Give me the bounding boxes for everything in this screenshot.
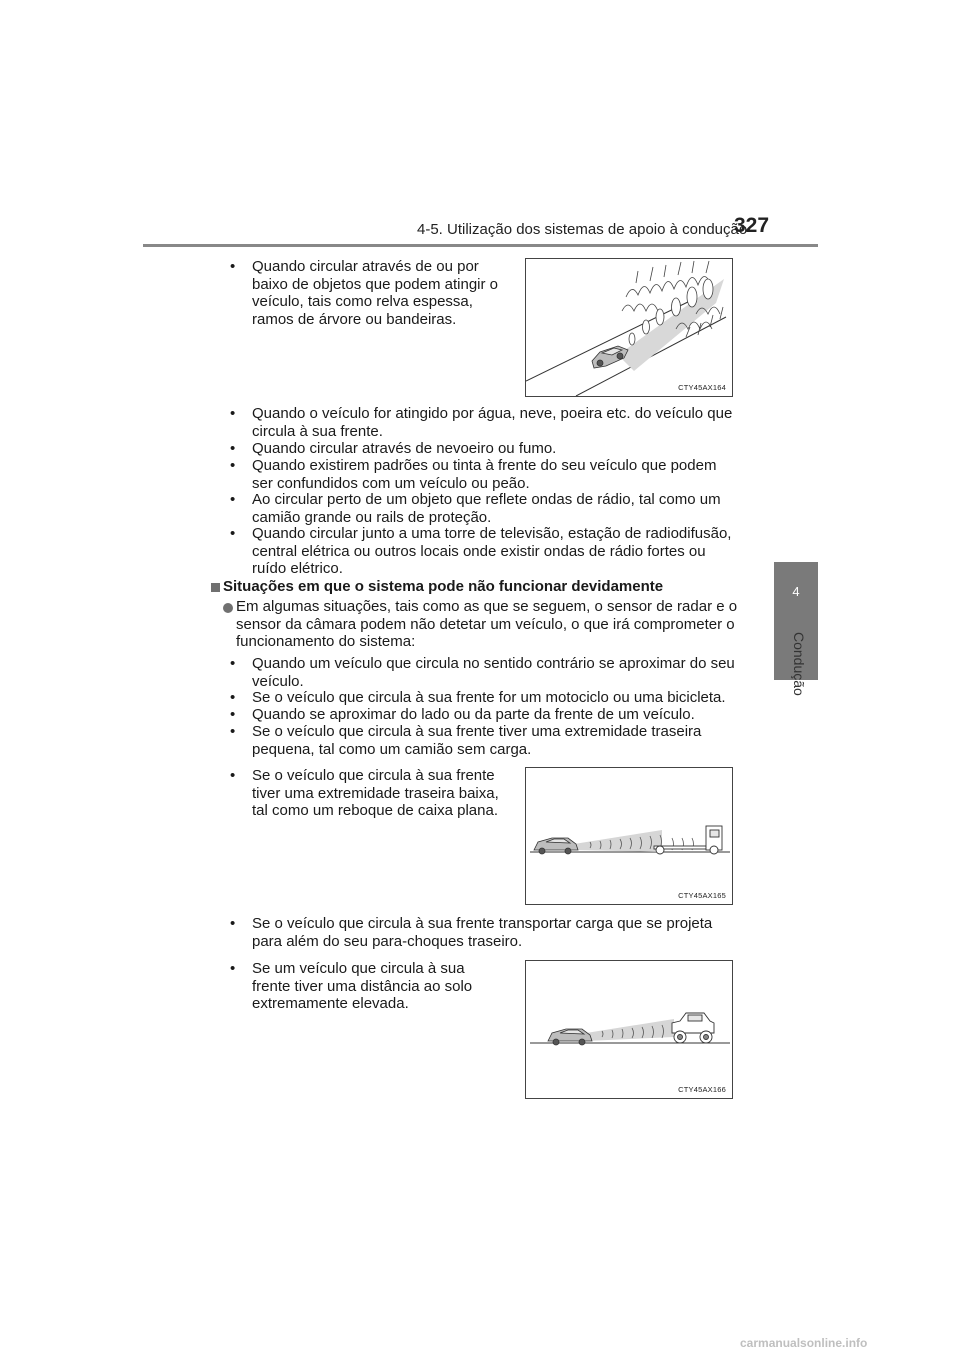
text-line: Quando um veículo que circula no sentido contrário se aproximar do seu [252, 655, 735, 672]
list-item [252, 915, 744, 950]
text-line: tiver uma extremidade traseira baixa, [252, 784, 499, 802]
watermark: carmanualsonline.info [740, 1336, 868, 1350]
text-line: extremamente elevada. [252, 995, 409, 1012]
bullet-marker: • [230, 440, 236, 457]
text-line: Se o veículo que circula à sua frente tiver uma extremidade traseira [252, 723, 702, 740]
list-item [252, 767, 505, 820]
list-item [252, 440, 744, 458]
text-line: camião grande ou rails de proteção. [252, 508, 492, 526]
text-line: Se o veículo que circula à sua frente transportar carga que se projeta [252, 915, 713, 932]
intro-paragraph [236, 598, 744, 651]
list-item [252, 723, 744, 758]
text-line: para além do seu para-choques traseiro. [252, 932, 523, 950]
bullet-marker: • [230, 405, 236, 422]
text-line: veículo. [252, 672, 304, 690]
text-line: central elétrica ou outros locais onde existir ondas de rádio fortes ou [252, 542, 706, 560]
vegetation-illustration [526, 259, 732, 396]
list-item [252, 491, 744, 526]
bullet-marker: • [230, 457, 236, 474]
text-line: Quando circular através de nevoeiro ou fumo. [252, 440, 557, 457]
text-line: circula à sua frente. [252, 422, 383, 440]
text-line: ser confundidos com um veículo ou peão. [252, 474, 530, 492]
list-item [252, 457, 744, 492]
text-line: pequena, tal como um camião sem carga. [252, 740, 532, 758]
high-clearance-illustration [526, 961, 732, 1098]
text-line: Quando circular através de ou por [252, 258, 479, 275]
circle-bullet-icon [223, 603, 233, 613]
text-line: ramos de árvore ou bandeiras. [252, 310, 457, 328]
bullet-marker: • [230, 689, 236, 706]
list-item [252, 689, 744, 707]
list-item [252, 706, 744, 724]
text-line: sensor da câmara podem não detetar um veículo, o que irá comprometer o [236, 615, 735, 633]
bullet-marker: • [230, 915, 236, 932]
text-line: frente tiver uma distância ao solo [252, 977, 473, 995]
text-line: Em algumas situações, tais como as que se seguem, o sensor de radar e o [236, 598, 738, 615]
header-divider [143, 244, 818, 247]
list-item [252, 525, 744, 578]
bullet-marker: • [230, 723, 236, 740]
figure-vegetation [525, 258, 733, 397]
list-item [252, 655, 744, 690]
figure-code: CTY45AX165 [678, 891, 726, 900]
bullet-marker: • [230, 655, 236, 672]
section-title: 4-5. Utilização dos sistemas de apoio à condução [417, 221, 748, 238]
text-line: Se um veículo que circula à sua [252, 960, 465, 977]
figure-flatbed-trailer [525, 767, 733, 905]
text-line: Quando circular junto a uma torre de televisão, estação de radiodifusão, [252, 525, 732, 542]
bullet-marker: • [230, 491, 236, 508]
text-line: tal como um reboque de caixa plana. [252, 802, 498, 819]
text-line: Quando existirem padrões ou tinta à frente do seu veículo que podem [252, 457, 717, 474]
text-line: Se o veículo que circula à sua frente for um motociclo ou uma bicicleta. [252, 689, 726, 706]
bullet-marker: • [230, 258, 236, 275]
text-line: ruído elétrico. [252, 560, 343, 577]
chapter-label: Condução [791, 632, 807, 696]
text-line: Ao circular perto de um objeto que reflete ondas de rádio, tal como um [252, 491, 721, 508]
figure-high-clearance [525, 960, 733, 1099]
text-line: Quando o veículo for atingido por água, neve, poeira etc. do veículo que [252, 405, 733, 422]
bullet-marker: • [230, 525, 236, 542]
list-item [252, 405, 744, 440]
chapter-number: 4 [792, 584, 800, 599]
flatbed-illustration [526, 768, 732, 904]
text-line: baixo de objetos que podem atingir o [252, 275, 499, 293]
figure-code: CTY45AX166 [678, 1085, 726, 1094]
page-number: 327 [734, 214, 770, 237]
heading-square-icon [211, 583, 220, 592]
bullet-marker: • [230, 706, 236, 723]
section-heading: Situações em que o sistema pode não funcionar devidamente [223, 578, 664, 595]
text-line: Se o veículo que circula à sua frente [252, 767, 495, 784]
bullet-marker: • [230, 960, 236, 977]
figure-code: CTY45AX164 [678, 383, 726, 392]
text-line: Quando se aproximar do lado ou da parte da frente de um veículo. [252, 706, 695, 723]
text-line: veículo, tais como relva espessa, [252, 293, 473, 310]
list-item [252, 960, 505, 1013]
bullet-marker: • [230, 767, 236, 784]
text-line: funcionamento do sistema: [236, 633, 416, 650]
list-item [252, 258, 505, 328]
